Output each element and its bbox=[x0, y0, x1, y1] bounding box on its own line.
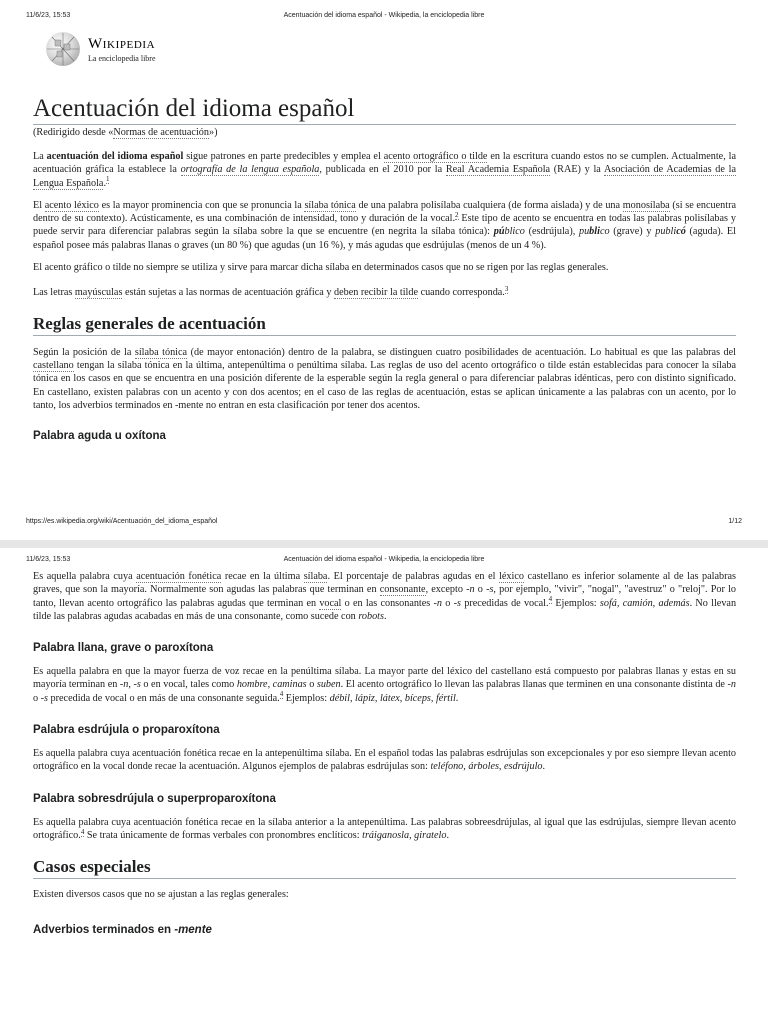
print-header-2 bbox=[0, 556, 768, 570]
intro-paragraph-2: El acento léxico es la mayor prominencia con que se pronuncia la sílaba tónica de una palabra polisílaba cualquiera (de forma aislada) y de una monosílaba (si se encuentra dentro de su contexto). Acústicamente, es una combinación de intensidad, tono y duración de la vocal.$^2$ Este tipo de acento se encuentra en todas las palabras polisílabas y puede servir para diferenciar palabras según la sílaba sobre la que se encuentre (en negrita la sílaba tónica): público (esdrújula), publico (grave) y publicó (aguda). El español posee más palabras llanas o graves (un 80 %) que agudas (un 16 %), y más agudas que esdrújulas (menos de un 4 %). bbox=[33, 199, 737, 251]
section-heading-reglas: Reglas generales de acentuación bbox=[33, 313, 736, 336]
article-content-2 bbox=[33, 570, 736, 938]
link-consonante[interactable]: consonante bbox=[379, 584, 426, 596]
link-acento-ortografico[interactable]: acento ortográfico o tilde bbox=[383, 151, 488, 162]
ref-1[interactable]: 1 bbox=[105, 175, 110, 184]
wikipedia-logo[interactable] bbox=[44, 32, 204, 70]
print-title-2: Acentuación del idioma español - Wikipedia, la enciclopedia libre bbox=[283, 556, 485, 563]
puzzle-globe-icon bbox=[46, 32, 80, 66]
link-asale[interactable]: Asociación de Academias de la Lengua Española bbox=[33, 164, 736, 189]
redirect-notice: (Redirigido desde «Normas de acentuación») bbox=[33, 127, 218, 138]
article-content bbox=[33, 94, 736, 444]
print-url: https://es.wikipedia.org/wiki/Acentuación_del_idioma_español bbox=[26, 518, 218, 525]
wordmark: Wikipedia bbox=[88, 36, 156, 52]
link-lexico[interactable]: léxico bbox=[499, 571, 524, 582]
esdrujula-paragraph: Es aquella palabra cuya acentuación fonética recae en la antepenúltima sílaba. En el español todas las palabras esdrújulas son excepcionales y por eso siempre llevan acento ortográfico en la vocal donde recae la acentuación. Algunos ejemplos de palabras esdrújulas son: teléfono, árboles, esdrújulo. bbox=[33, 748, 736, 773]
page-title: Acentuación del idioma español bbox=[33, 94, 736, 125]
link-silaba-tonica-2[interactable]: sílaba tónica bbox=[134, 346, 188, 358]
subsection-heading-sobresdrujula: Palabra sobresdrújula o superproparoxítona bbox=[33, 792, 276, 805]
link-silaba[interactable]: sílaba bbox=[303, 571, 328, 582]
ref-4b[interactable]: 4 bbox=[279, 690, 284, 699]
tagline: La enciclopedia libre bbox=[88, 54, 156, 63]
print-timestamp-2: 11/6/23, 15:53 bbox=[26, 556, 71, 563]
link-acentuacion-fonetica[interactable]: acentuación fonética bbox=[136, 571, 222, 582]
subsection-heading-adverbios: Adverbios terminados en -mente bbox=[33, 923, 212, 936]
ref-4c[interactable]: 4 bbox=[80, 827, 85, 836]
section-heading-casos: Casos especiales bbox=[33, 856, 736, 879]
link-castellano[interactable]: castellano bbox=[33, 359, 74, 371]
link-rae[interactable]: Real Academia Española bbox=[445, 164, 551, 176]
link-acento-lexico[interactable]: acento léxico bbox=[44, 199, 99, 211]
print-footer bbox=[0, 518, 768, 532]
aguda-paragraph: Es aquella palabra cuya acentuación fonética recae en la última sílaba. El porcentaje de palabras agudas en el léxico castellano es inferior solamente al de las palabras graves, que son la mayoría. Normalmente son agudas las palabras que terminan en consonante, excepto -n o -s, por ejemplo, "vivir", "nogal", "avestruz" o "reloj". Por lo tanto, llevan acento ortográfico las palabras agudas que terminan en vocal o en las consonantes -n o -s precedidas de vocal.$^4$ Ejemplos: sofá, camión, además. No llevan tilde las palabras agudas acabadas en más de una consonante, como sucede con robots. bbox=[33, 571, 737, 622]
reglas-paragraph: Según la posición de la sílaba tónica (de mayor entonación) dentro de la palabra, se distinguen cuatro posibilidades de acentuación. Lo habitual es que las palabras del castellano tengan la sílaba tónica en la última, antepenúltima o penúltima sílaba. Las reglas de uso del acento ortográfico o tilde están establecidas para conocer la sílaba tónica en los casos en que se encuentra en una posición diferente de la esperable según la regla general o para diferenciar palabras idénticas, pero con distinto significado. En castellano, existen palabras con un acento y con dos acentos; en el caso de las reglas de acentuación, estas se aplican únicamente a las palabras con un acento, por lo tanto, los adverbios terminados en -mente no entran en esta clasificación por tener dos acentos. bbox=[33, 346, 736, 411]
sobresdrujula-paragraph: Es aquella palabra cuya acentuación fonética recae en la sílaba anterior a la antepenúltima. Las palabras sobreesdrújulas, al igual que las esdrújulas, siempre llevan acento ortográfico.$^4$ Se trata únicamente de formas verbales con pronombres enclíticos: tráiganosla, giratelo. bbox=[33, 816, 736, 841]
print-header bbox=[0, 12, 768, 26]
link-vocal[interactable]: vocal bbox=[319, 597, 342, 609]
intro-paragraph-4: Las letras mayúsculas están sujetas a las normas de acentuación gráfica y deben recibir la tilde cuando corresponda.$^3$ bbox=[33, 284, 509, 299]
page-break bbox=[0, 540, 768, 548]
intro-paragraph-3: El acento gráfico o tilde no siempre se utiliza y sirve para marcar dicha sílaba en determinados casos que no se rigen por las reglas generales. bbox=[33, 262, 609, 274]
link-ortografia[interactable]: ortografía de la lengua española bbox=[180, 164, 320, 176]
subsection-heading-llana: Palabra llana, grave o paroxítona bbox=[33, 642, 214, 655]
pdf-page-2 bbox=[0, 548, 768, 1024]
print-page-number: 1/12 bbox=[728, 518, 742, 525]
ref-3[interactable]: 3 bbox=[504, 284, 509, 293]
subsection-heading-esdrujula: Palabra esdrújula o proparoxítona bbox=[33, 724, 220, 737]
link-tilde-mayusculas[interactable]: deben recibir la tilde bbox=[334, 287, 419, 299]
link-monosilaba[interactable]: monosílaba bbox=[622, 199, 670, 211]
intro-paragraph-1: La acentuación del idioma español sigue patrones en parte predecibles y emplea el acento ortográfico o tilde en la escritura cuando estos no se cumplen. Actualmente, la acentuación gráfica la establece la ortografía de la lengua española, publicada en el 2010 por la Real Academia Española (RAE) y la Asociación de Academias de la Lengua Española.$^1$ bbox=[33, 151, 737, 189]
llana-paragraph: Es aquella palabra en que la mayor fuerza de voz recae en la penúltima sílaba. La mayor parte del léxico del castellano está compuesto por palabras llanas y estas en su mayoría terminan en -n, -s o en vocal, tales como hombre, caminas o suben. El acento ortográfico lo llevan las palabras llanas que terminen en una consonante distinta de -n o -s precedida de vocal o en más de una consonante seguida.$^4$ Ejemplos: débil, lápiz, látex, bíceps, fértil. bbox=[33, 666, 737, 704]
link-mayusculas[interactable]: mayúsculas bbox=[74, 287, 123, 299]
print-title: Acentuación del idioma español - Wikipedia, la enciclopedia libre bbox=[283, 12, 485, 19]
link-silaba-tonica[interactable]: sílaba tónica bbox=[304, 199, 356, 211]
print-timestamp: 11/6/23, 15:53 bbox=[26, 12, 71, 19]
casos-paragraph: Existen diversos casos que no se ajustan a las reglas generales: bbox=[33, 889, 289, 901]
subsection-heading-aguda: Palabra aguda u oxítona bbox=[33, 430, 166, 443]
ref-4[interactable]: 4 bbox=[548, 595, 553, 604]
redirect-link[interactable]: Normas de acentuación bbox=[113, 127, 209, 138]
ref-2[interactable]: 2 bbox=[455, 210, 459, 219]
